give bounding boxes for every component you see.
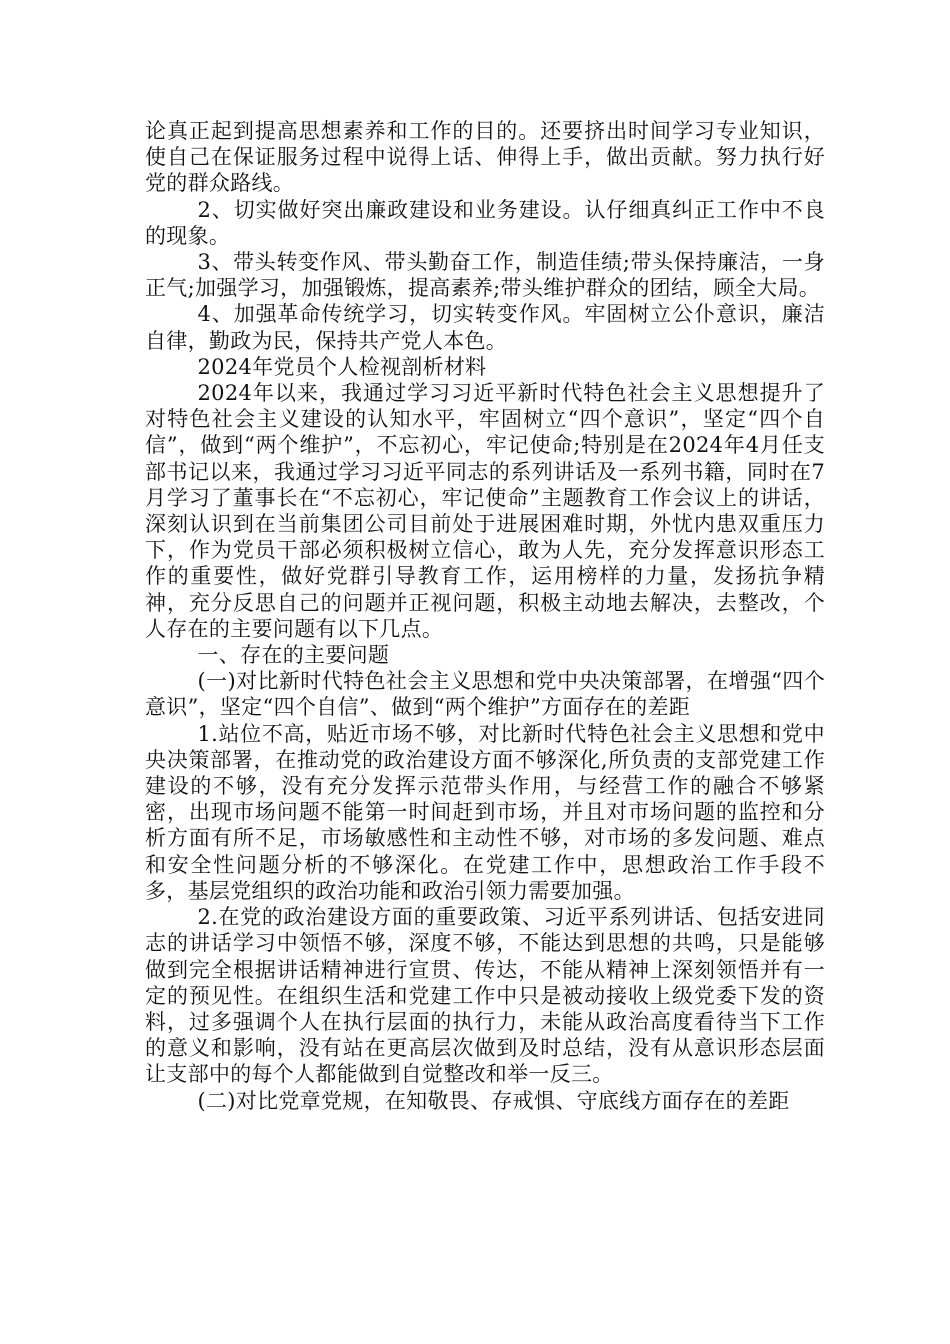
subheading-one: (一)对比新时代特色社会主义思想和党中央决策部署，在增强“四个意识”，坚定“四个自信”、做到“两个维护”方面存在的差距 [145,669,825,720]
paragraph-item-2: 2、切实做好突出廉政建设和业务建设。认仔细真纠正工作中不良的现象。 [145,197,825,248]
paragraph-intro: 2024年以来，我通过学习习近平新时代特色社会主义思想提升了对特色社会主义建设的认知水平，牢固树立“四个意识”，坚定“四个自信”，做到“两个维护”，不忘初心，牢记使命;特别是在2024年4月任支部书记以来，我通过学习习近平同志的系列讲话及一系列书籍，同时在7月学习了董事长在“不忘初心，牢记使命”主题教育工作会议上的讲话，深刻认识到在当前集团公司目前处于进展困难时期，外忧内患双重压力下，作为党员干部必须积极树立信心，敢为人先，充分发挥意识形态工作的重要性，做好党群引导教育工作，运用榜样的力量，发扬抗争精神，充分反思自己的问题并正视问题，积极主动地去解决，去整改，个人存在的主要问题有以下几点。 [145,381,825,641]
subheading-two: (二)对比党章党规，在知敬畏、存戒惧、守底线方面存在的差距 [197,1088,790,1113]
paragraph-item-3: 3、带头转变作风、带头勤奋工作，制造佳绩;带头保持廉洁，一身正气;加强学习，加强锻炼，提高素养;带头维护群众的团结，顾全大局。 [145,250,825,301]
paragraph-point-1: 1.站位不高，贴近市场不够，对比新时代特色社会主义思想和党中央决策部署，在推动党的政治建设方面不够深化,所负责的支部党建工作建设的不够，没有充分发挥示范带头作用，与经营工作的融合不够紧密，出现市场问题不能第一时间赶到市场，并且对市场问题的监控和分析方面有所不足，市场敏感性和主动性不够，对市场的多发问题、难点和安全性问题分析的不够深化。在党建工作中，思想政治工作手段不多，基层党组织的政治功能和政治引领力需要加强。 [145,721,825,903]
paragraph-point-2: 2.在党的政治建设方面的重要政策、习近平系列讲话、包括安进同志的讲话学习中领悟不够，深度不够，不能达到思想的共鸣，只是能够做到完全根据讲话精神进行宣贯、传达，不能从精神上深刻领悟并有一定的预见性。在组织生活和党建工作中只是被动接收上级党委下发的资料，过多强调个人在执行层面的执行力，未能从政治高度看待当下工作的意义和影响，没有站在更高层次做到及时总结，没有从意识形态层面让支部中的每个人都能做到自觉整改和举一反三。 [145,905,825,1087]
heading-main-problems: 一、存在的主要问题 [197,643,390,668]
section-title: 2024年党员个人检视剖析材料 [197,354,487,379]
paragraph-item-4: 4、加强革命传统学习，切实转变作风。牢固树立公仆意识，廉洁自律，勤政为民，保持共产党人本色。 [145,302,825,353]
document-body [145,118,825,1114]
paragraph-continuation: 论真正起到提高思想素养和工作的目的。还要挤出时间学习专业知识，使自己在保证服务过程中说得上话、伸得上手，做出贡献。努力执行好党的群众路线。 [145,119,825,196]
